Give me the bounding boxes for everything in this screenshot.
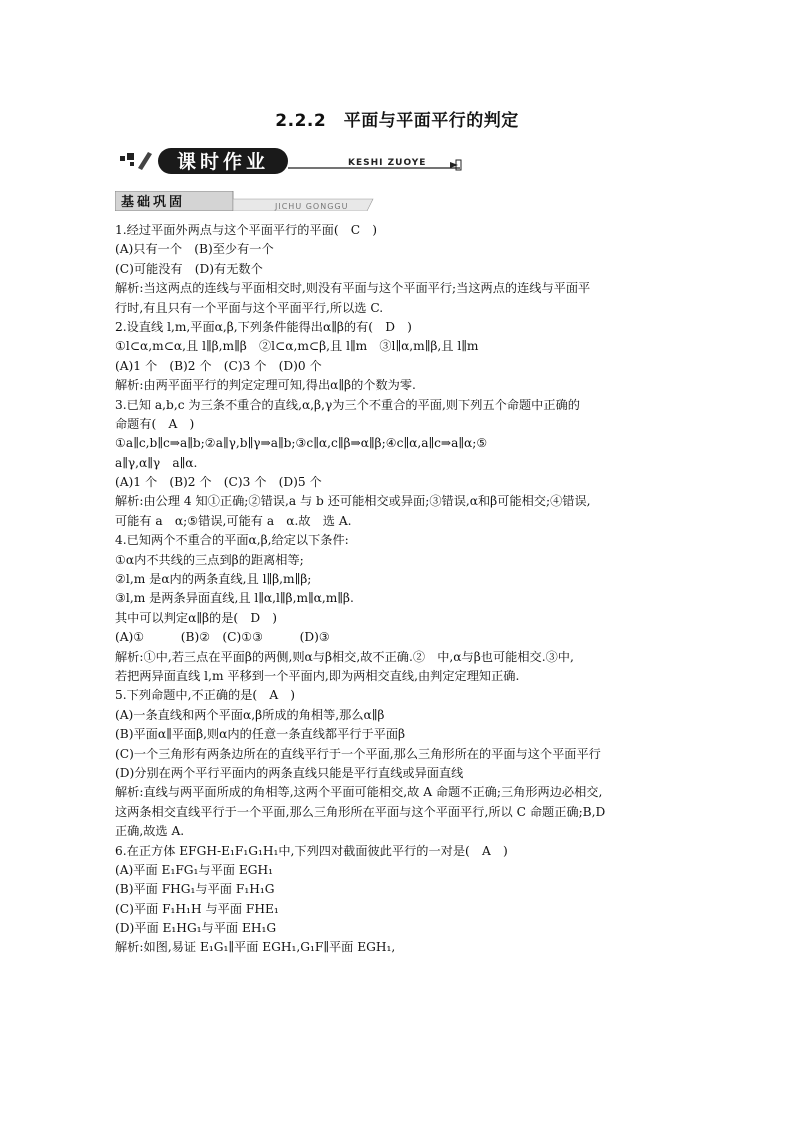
text-line: 这两条相交直线平行于一个平面,那么三角形所在平面与这个平面平行,所以 C 命题正确;B,D: [115, 804, 606, 819]
text-line: (D)平面 E₁HG₁与平面 EH₁G: [115, 921, 277, 936]
text-line: 解析:由两平面平行的判定定理可知,得出α∥β的个数为零.: [115, 378, 416, 393]
text-line: ①a∥c,b∥c⇒a∥b;②a∥γ,b∥γ⇒a∥b;③c∥α,c∥β⇒α∥β;④c∥α,a∥c⇒a∥α;⑤: [115, 436, 488, 451]
section-pinyin: JICHU GONGGU: [275, 202, 349, 211]
text-line: (C)平面 F₁H₁H 与平面 FHE₁: [115, 901, 279, 916]
document-body: [115, 221, 685, 958]
text-line: 解析:如图,易证 E₁G₁∥平面 EGH₁,G₁F∥平面 EGH₁,: [115, 940, 396, 955]
section-label: 基础巩固: [121, 195, 186, 210]
text-line: (A)一条直线和两个平面α,β所成的角相等,那么α∥β: [115, 707, 385, 722]
text-line: 1.经过平面外两点与这个平面平行的平面( C ): [115, 223, 378, 237]
text-line: 解析:①中,若三点在平面β的两侧,则α与β相交,故不正确.② 中,α与β也可能相交.③中,: [115, 649, 574, 664]
text-line: 解析:当这两点的连线与平面相交时,则没有平面与这个平面平行;当这两点的连线与平面平: [115, 281, 591, 296]
text-line: 5.下列命题中,不正确的是( A ): [115, 688, 296, 703]
banner-decoration-icon: [120, 152, 152, 170]
text-line: (C)可能没有 (D)有无数个: [115, 261, 263, 276]
text-line: 命题有( A ): [115, 416, 195, 431]
text-line: 其中可以判定α∥β的是( D ): [115, 610, 278, 625]
lesson-banner: [118, 146, 463, 176]
text-line: (B)平面 FHG₁与平面 F₁H₁G: [115, 882, 275, 897]
page-title: 2.2.2 平面与平面平行的判定: [275, 111, 519, 131]
text-line: 2.设直线 l,m,平面α,β,下列条件能得出α∥β的有( D ): [115, 319, 412, 334]
text-line: (D)分别在两个平行平面内的两条直线只能是平行直线或异面直线: [115, 765, 464, 780]
text-line: 可能有 a α;⑤错误,可能有 a α.故 选 A.: [115, 513, 352, 528]
text-line: 6.在正方体 EFGH-E₁F₁G₁H₁中,下列四对截面彼此平行的一对是( A ): [115, 843, 508, 858]
text-line: 4.已知两个不重合的平面α,β,给定以下条件:: [115, 533, 349, 548]
text-line: ①α内不共线的三点到β的距离相等;: [115, 552, 304, 567]
text-line: 3.已知 a,b,c 为三条不重合的直线,α,β,γ为三个不重合的平面,则下列五个命题中正确的: [115, 397, 580, 412]
text-line: (A)只有一个 (B)至少有一个: [115, 242, 274, 257]
text-line: ①l⊂α,m⊂α,且 l∥β,m∥β ②l⊂α,m⊂β,且 l∥m ③l∥α,m∥β,且 l∥m: [115, 339, 479, 354]
banner-pinyin: KESHI ZUOYE: [348, 158, 427, 168]
text-line: ②l,m 是α内的两条直线,且 l∥β,m∥β;: [115, 572, 312, 587]
text-line: 行时,有且只有一个平面与这个平面平行,所以选 C.: [115, 300, 384, 315]
text-line: ③l,m 是两条异面直线,且 l∥α,l∥β,m∥α,m∥β.: [115, 591, 354, 606]
text-line: (B)平面α∥平面β,则α内的任意一条直线都平行于平面β: [115, 727, 406, 742]
text-line: 解析:直线与两平面所成的角相等,这两个平面可能相交,故 A 命题不正确;三角形两边必相交,: [115, 785, 603, 800]
text-line: (A)1 个 (B)2 个 (C)3 个 (D)5 个: [115, 475, 322, 490]
section-tag: [115, 191, 375, 211]
text-line: (A)1 个 (B)2 个 (C)3 个 (D)0 个: [115, 358, 322, 373]
text-line: 正确,故选 A.: [115, 824, 185, 839]
text-line: 解析:由公理 4 知①正确;②错误,a 与 b 还可能相交或异面;③错误,α和β可能相交;④错误,: [115, 494, 591, 509]
text-line: (A)① (B)② (C)①③ (D)③: [115, 630, 330, 645]
text-line: a∥γ,α∥γ a∥α.: [115, 455, 198, 470]
text-line: 若把两异面直线 l,m 平移到一个平面内,即为两相交直线,由判定定理知正确.: [115, 668, 520, 683]
text-line: (A)平面 E₁FG₁与平面 EGH₁: [115, 862, 274, 877]
text-line: (C)一个三角形有两条边所在的直线平行于一个平面,那么三角形所在的平面与这个平面平行: [115, 746, 601, 761]
banner-label: 课时作业: [176, 151, 270, 173]
